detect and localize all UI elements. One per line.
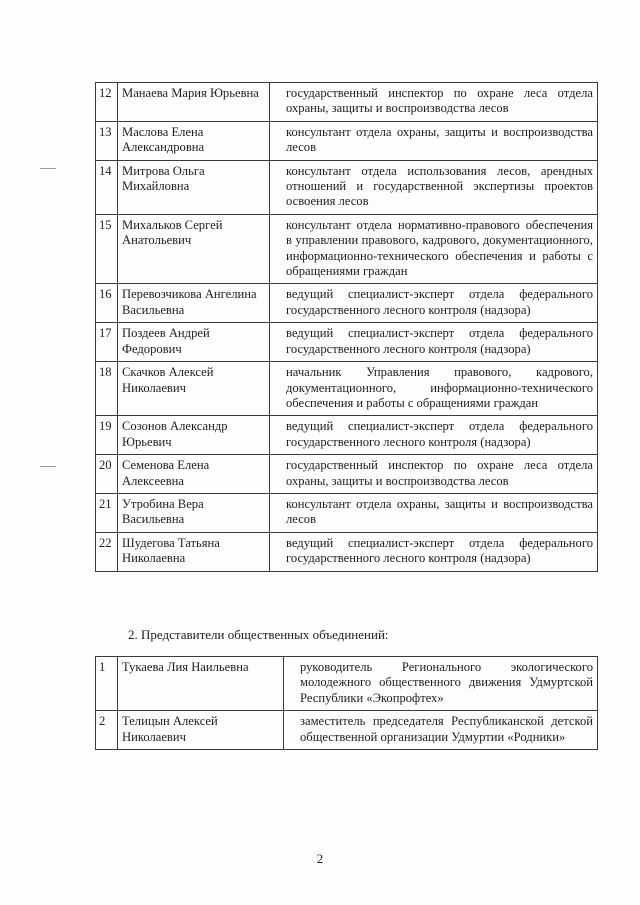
person-position: государственный инспектор по охране леса отдела охраны, защиты и воспроизводства лесов <box>270 455 598 494</box>
person-name: Созонов Александр Юрьевич <box>118 416 270 455</box>
row-number: 12 <box>96 83 118 122</box>
person-position: ведущий специалист-эксперт отдела федерального государственного лесного контроля (надзора) <box>270 284 598 323</box>
row-number: 18 <box>96 362 118 416</box>
table-row <box>96 416 598 455</box>
staff-table <box>95 82 598 572</box>
public-table-body <box>96 657 598 750</box>
row-number: 22 <box>96 532 118 571</box>
section-heading: 2. Представители общественных объединений: <box>128 627 389 642</box>
person-position: ведущий специалист-эксперт отдела федерального государственного лесного контроля (надзора) <box>270 532 598 571</box>
row-number: 19 <box>96 416 118 455</box>
person-name: Шудегова Татьяна Николаевна <box>118 532 270 571</box>
row-number: 15 <box>96 214 118 284</box>
table-row <box>96 83 598 122</box>
row-number: 14 <box>96 160 118 214</box>
person-position: консультант отдела использования лесов, арендных отношений и государственной экспертизы проектов освоения лесов <box>270 160 598 214</box>
table-row <box>96 214 598 284</box>
table-row <box>96 532 598 571</box>
person-position: консультант отдела охраны, защиты и воспроизводства лесов <box>270 121 598 160</box>
table-row <box>96 323 598 362</box>
person-name: Манаева Мария Юрьевна <box>118 83 270 122</box>
table-row <box>96 362 598 416</box>
row-number: 13 <box>96 121 118 160</box>
person-position: консультант отдела охраны, защиты и воспроизводства лесов <box>270 493 598 532</box>
row-number: 1 <box>96 657 118 711</box>
person-position: консультант отдела нормативно-правового обеспечения в управлении правового, кадрового, документационного, информационно-технического обеспечения и работы с обращениями граждан <box>270 214 598 284</box>
person-position: ведущий специалист-эксперт отдела федерального государственного лесного контроля (надзора) <box>270 323 598 362</box>
person-position: руководитель Регионального экологического молодежного общественного движения Удмуртской Республики «Экопрофтех» <box>284 657 598 711</box>
staff-table-body <box>96 83 598 572</box>
person-name: Перевозчикова Ангелина Васильевна <box>118 284 270 323</box>
person-position: заместитель председателя Республиканской детской общественной организации Удмуртии «Родники» <box>284 711 598 750</box>
scan-mark <box>40 466 56 467</box>
person-name: Тукаева Лия Наильевна <box>118 657 284 711</box>
person-position: государственный инспектор по охране леса отдела охраны, защиты и воспроизводства лесов <box>270 83 598 122</box>
person-name: Маслова Елена Александровна <box>118 121 270 160</box>
table-row <box>96 455 598 494</box>
table-row <box>96 284 598 323</box>
table-row <box>96 493 598 532</box>
person-name: Михальков Сергей Анатольевич <box>118 214 270 284</box>
scan-mark <box>40 168 56 169</box>
table-row <box>96 160 598 214</box>
row-number: 16 <box>96 284 118 323</box>
person-name: Скачков Алексей Николаевич <box>118 362 270 416</box>
person-position: ведущий специалист-эксперт отдела федерального государственного лесного контроля (надзора) <box>270 416 598 455</box>
row-number: 21 <box>96 493 118 532</box>
person-name: Семенова Елена Алексеевна <box>118 455 270 494</box>
row-number: 20 <box>96 455 118 494</box>
person-name: Телицын Алексей Николаевич <box>118 711 284 750</box>
table-row <box>96 711 598 750</box>
person-name: Поздеев Андрей Федорович <box>118 323 270 362</box>
public-organizations-table <box>95 656 598 750</box>
page-number: 2 <box>316 851 324 866</box>
person-name: Утробина Вера Васильевна <box>118 493 270 532</box>
row-number: 17 <box>96 323 118 362</box>
table-row <box>96 121 598 160</box>
row-number: 2 <box>96 711 118 750</box>
person-position: начальник Управления правового, кадрового, документационного, информационно-технического обеспечения и работы с обращениями граждан <box>270 362 598 416</box>
table-row <box>96 657 598 711</box>
person-name: Митрова Ольга Михайловна <box>118 160 270 214</box>
